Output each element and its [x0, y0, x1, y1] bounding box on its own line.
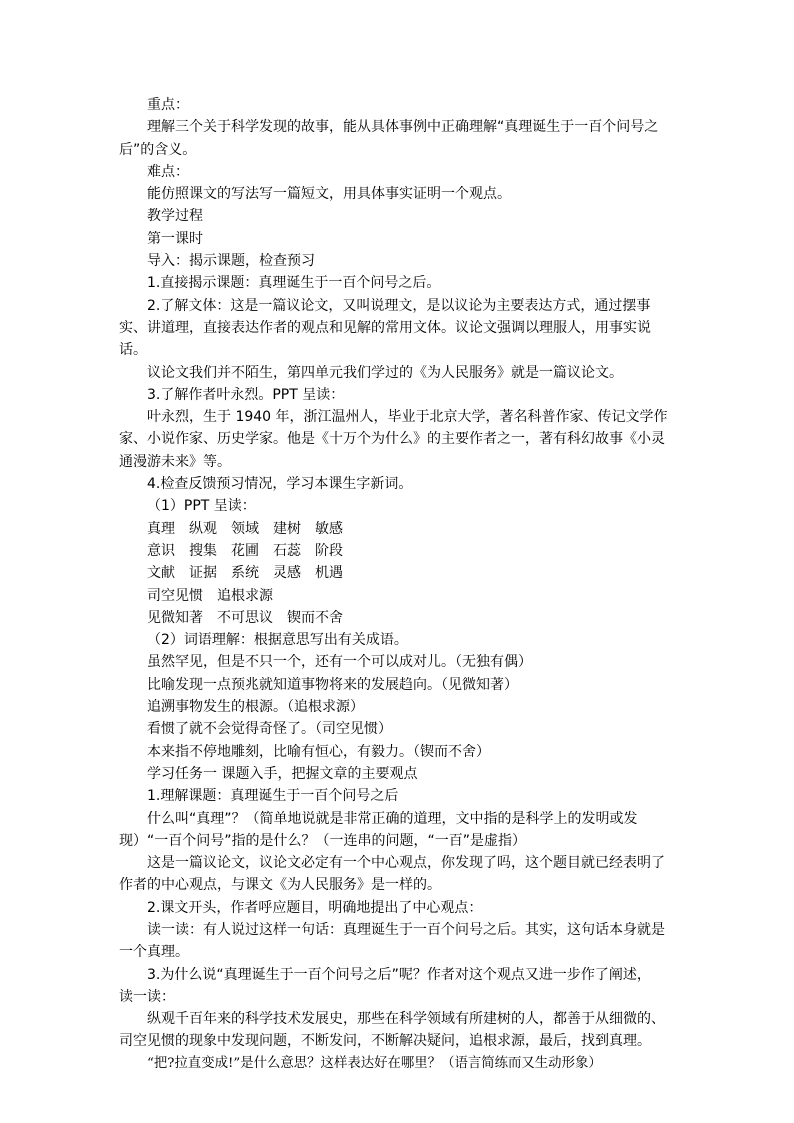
text-line: 司空见惯的现象中发现问题，不断发问，不断解决疑问，追根求源，最后，找到真理。: [119, 1033, 651, 1050]
text-line: 本来指不停地雕刻，比喻有恒心，有毅力。（锲而不舍）: [147, 743, 490, 760]
document-body: [119, 94, 675, 1075]
text-line: （2）词语理解：根据意思写出有关成语。: [147, 632, 408, 649]
text-line: 追溯事物发生的根源。（追根求源）: [147, 699, 364, 716]
vocab-line: 意识 搜集 花圃 石蕊 阶段: [147, 542, 343, 559]
text-line: 家、小说作家、历史学家。他是《十万个为什么》的主要作者之一，著有科幻故事《小灵: [119, 431, 665, 448]
heading-teaching-process: 教学过程: [147, 208, 203, 225]
text-line: 导入：揭示课题，检查预习: [147, 253, 315, 270]
text-line: 读一读：有人说过这样一句话：真理诞生于一百个问号之后。其实，这句话本身就是: [147, 921, 665, 938]
text-line: 读一读：: [119, 988, 175, 1005]
text-line: 1.直接揭示课题：真理诞生于一百个问号之后。: [147, 275, 441, 292]
heading-first-lesson: 第一课时: [147, 230, 203, 247]
text-line: 后”的含义。: [119, 141, 197, 158]
text-line: 一个真理。: [119, 944, 189, 961]
heading-key-points: 重点：: [147, 97, 189, 113]
vocab-line: 司空见惯 追根求源: [147, 587, 273, 604]
text-line: “把?拉直变成!”是什么意思？这样表达好在哪里？（语言简练而又生动形象）: [147, 1055, 602, 1071]
text-line: 2.了解文体：这是一篇议论文，又叫说理文，是以议论为主要表达方式，通过摆事: [147, 297, 651, 314]
text-line: 作者的中心观点，与课文《为人民服务》是一样的。: [119, 877, 441, 894]
text-line: 2.课文开头，作者呼应题目，明确地提出了中心观点：: [147, 899, 483, 916]
text-line: 比喻发现一点预兆就知道事物将来的发展趋向。（见微知著）: [147, 676, 518, 693]
text-line: 能仿照课文的写法写一篇短文，用具体事实证明一个观点。: [147, 186, 511, 203]
vocab-line: 文献 证据 系统 灵感 机遇: [147, 565, 343, 582]
heading-task-one: 学习任务一 课题入手，把握文章的主要观点: [147, 765, 418, 782]
heading-difficulties: 难点：: [147, 163, 189, 180]
vocab-line: 真理 纵观 领域 建树 敏感: [147, 520, 343, 537]
text-line: 纵观千百年来的科学技术发展史，那些在科学领域有所建树的人，都善于从细微的、: [147, 1011, 665, 1028]
text-line: 虽然罕见，但是不只一个，还有一个可以成对儿。（无独有偶）: [147, 654, 532, 671]
text-line: 这是一篇议论文，议论文必定有一个中心观点，你发现了吗，这个题目就已经表明了: [147, 855, 665, 872]
text-line: 实、讲道理，直接表达作者的观点和见解的常用文体。议论文强调以理服人，用事实说: [119, 319, 651, 336]
text-line: 通漫游未来》等。: [119, 453, 231, 470]
vocab-line: 见微知著 不可思议 锲而不舍: [147, 609, 343, 626]
text-line: （1）PPT 呈读：: [147, 498, 256, 515]
text-line: 话。: [119, 342, 147, 359]
text-line: 看惯了就不会觉得奇怪了。（司空见惯）: [147, 721, 392, 738]
text-line: 3.了解作者叶永烈。PPT 呈读：: [147, 386, 345, 403]
text-line: 理解三个关于科学发现的故事，能从具体事例中正确理解“真理诞生于一百个问号之: [147, 119, 659, 136]
text-line: 现）“一百个问号”指的是什么？（一连串的问题，“一百”是虚指）: [119, 832, 527, 849]
text-line: 议论文我们并不陌生，第四单元我们学过的《为人民服务》就是一篇议论文。: [147, 364, 623, 381]
text-line: 什么叫“真理”？（简单地说就是非常正确的道理，文中指的是科学上的发明或发: [147, 810, 638, 827]
text-line: 1.理解课题：真理诞生于一百个问号之后: [147, 788, 399, 805]
text-line: 3.为什么说“真理诞生于一百个问号之后”呢？作者对这个观点又进一步作了阐述，: [147, 966, 651, 983]
text-line: 4.检查反馈预习情况，学习本课生字新词。: [147, 476, 413, 493]
text-line: 叶永烈，生于 1940 年，浙江温州人，毕业于北京大学，著名科普作家、传记文学作: [147, 409, 668, 426]
